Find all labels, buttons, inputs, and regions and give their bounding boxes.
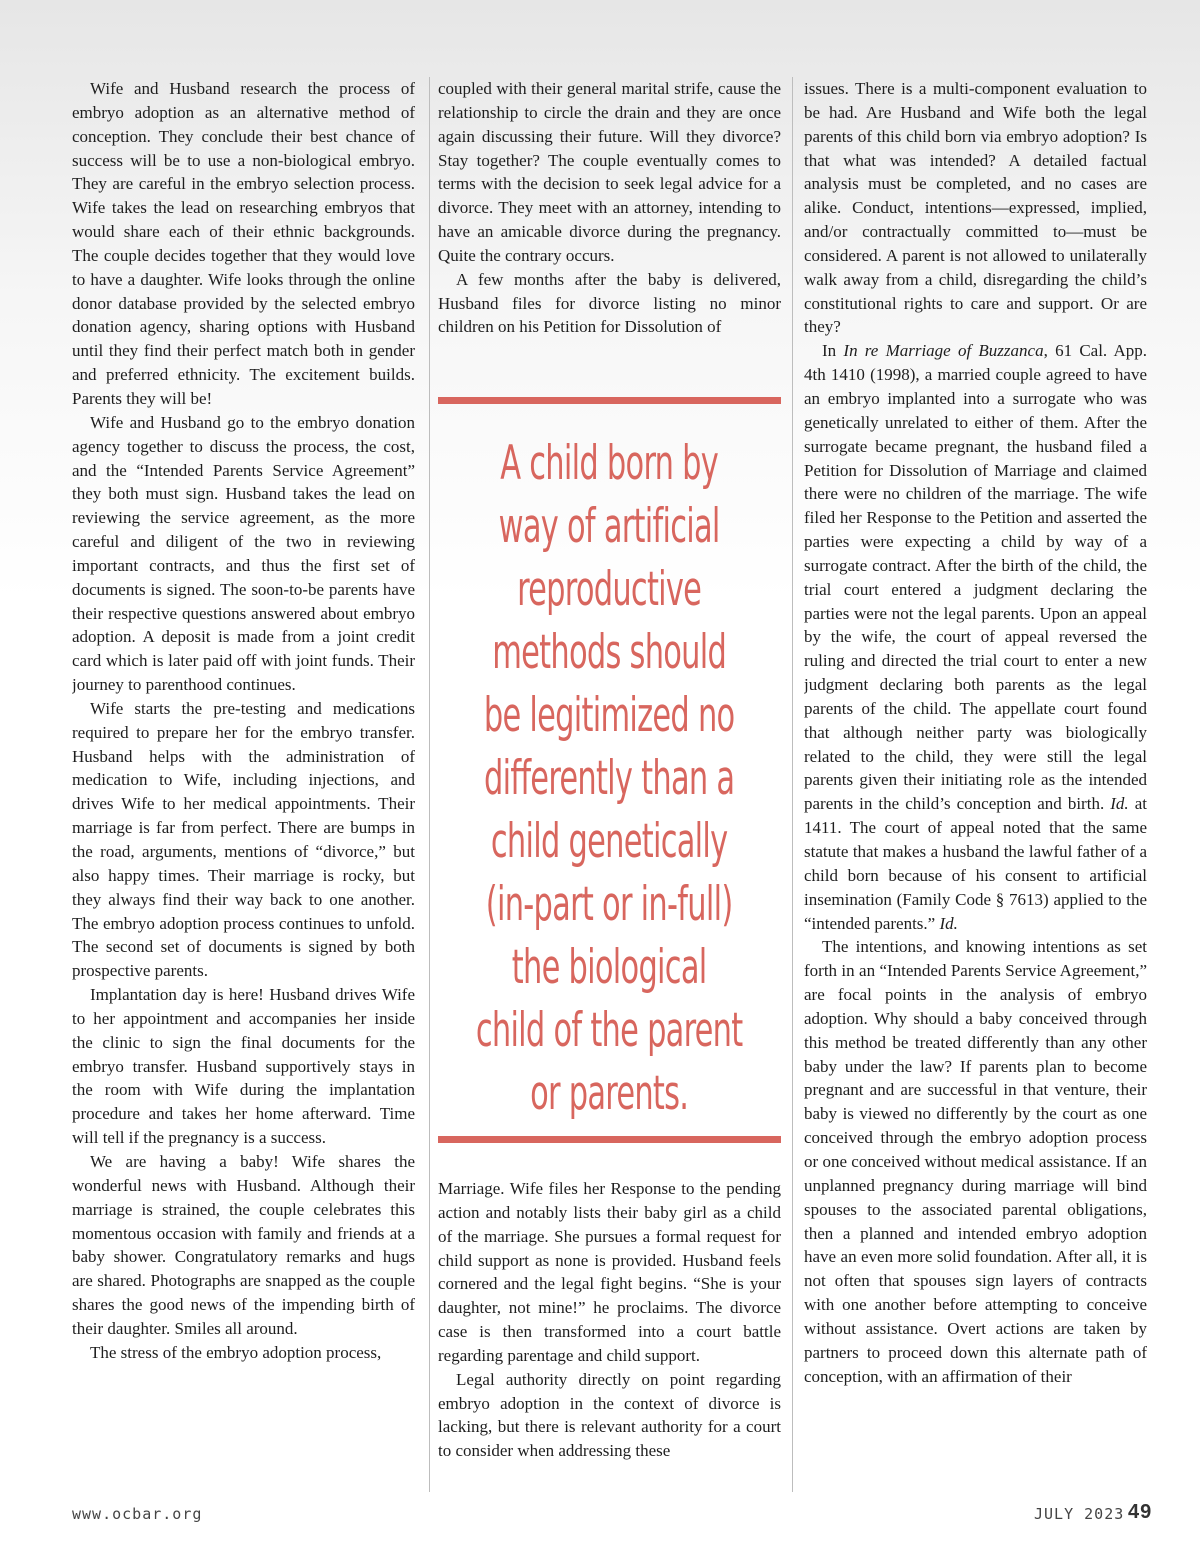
pull-quote-line: child genetically [491, 813, 728, 869]
paragraph: Wife starts the pre-testing and medications required to prepare her for the embryo transfer. Husband helps with the administration of medication to Wife, including injections, and drives Wife to her medical appointments. Their marriage is far from perfect. There are bumps in the road, arguments, mentions of “divorce,” but also happy times. Their marriage is rocky, but they always find their way back to one another. The embryo adoption process continues to unfold. The second set of documents is signed by both prospective parents. [72, 698, 415, 981]
article-column-1 [72, 77, 415, 1485]
paragraph: coupled with their general marital strife, cause the relationship to circle the drain and they are once again discussing their future. Will they divorce? Stay together? The couple eventually comes to terms with the decision to seek legal advice for a divorce. They meet with an attorney, intending to have an amicable divorce during the pregnancy. Quite the contrary occurs. [438, 79, 781, 265]
paragraph: issues. There is a multi-component evaluation to be had. Are Husband and Wife both the legal parents of this child born via embryo adoption? Is that what was intended? A detailed factual analysis must be completed, and no cases are alike. Conduct, intentions—expressed, implied, and/or contractually committed to—must be considered. A parent is not allowed to unilaterally walk away from a child, disregarding the child’s constitutional rights to care and support. Or are they? [804, 79, 1147, 337]
article-column-2-bottom [438, 1177, 781, 1485]
paragraph: Implantation day is here! Husband drives Wife to her appointment and accompanies her inside the clinic to sign the final documents for the embryo transfer. Husband supportively stays in the room with Wife during the implantation procedure and takes her home afterward. Time will tell if the pregnancy is a success. [72, 985, 415, 1148]
paragraph: Legal authority directly on point regarding embryo adoption in the context of divorce is lacking, but there is relevant authority for a court to consider when addressing these [438, 1369, 781, 1461]
case-name: In re Marriage of Buzzanca [843, 341, 1044, 361]
pull-quote-line: differently than a [484, 750, 735, 806]
pull-quote-line: or parents. [530, 1065, 689, 1121]
pull-quote-bottom-rule [438, 1136, 781, 1143]
pull-quote-line: (in-part or in-full) [486, 876, 733, 932]
footer-issue-date: JULY 2023 [1034, 1505, 1125, 1523]
id-citation: Id. [1110, 794, 1129, 814]
article-column-3 [804, 77, 1147, 1485]
paragraph: The stress of the embryo adoption process, [90, 1342, 382, 1362]
paragraph: The intentions, and knowing intentions as set forth in an “Intended Parents Service Agreement,” are focal points in the analysis of embryo adoption. Why should a baby conceived through this method be treated differently than any other baby under the law? If parents plan to become pregnant and are successful in that venture, their baby is viewed no differently by the court as one conceived through the embryo adoption process or one conceived without medical assistance. If an unplanned pregnancy during marriage will bind spouses to the associated parental obligations, then a planned and intended embryo adoption have an even more solid foundation. After all, it is not often that spouses sign layers of contracts with one another before attempting to conceive without assistance. Overt actions are taken by partners to proceed down this alternate path of conception, with an affirmation of their [804, 937, 1147, 1386]
page-number: 49 [1128, 1501, 1153, 1523]
paragraph: A few months after the baby is delivered, Husband files for divorce listing no minor children on his Petition for Dissolution of [438, 269, 781, 337]
case-text-continued: at 1411. The court of appeal noted that the same statute that makes a husband the lawful father of a child born because of his consent to artificial insemination (Family Code § 7613) applied to the “intended parents.” [804, 794, 1147, 933]
paragraph: Marriage. Wife files her Response to the pending action and notably lists their baby girl as a child of the marriage. She pursues a formal request for child support as none is provided. Husband feels cornered and the legal fight begins. “She is your daughter, not mine!” he proclaims. The divorce case is then transformed into a court battle regarding parentage and child support. [438, 1179, 781, 1365]
pull-quote-line: A child born by [500, 435, 719, 491]
pull-quote-line: the biological [512, 939, 707, 995]
pull-quote-line: child of the parent [476, 1002, 743, 1058]
paragraph-case-citation: In In re Marriage of Buzzanca, 61 Cal. App. 4th 1410 (1998), a married couple agreed to have an embryo implanted into a surrogate who was genetically unrelated to either of them. After the surrogate became pregnant, the husband filed a Petition for Dissolution of Marriage and claimed there were no children of the marriage. The wife filed her Response to the Petition and asserted the parties were expecting a child by way of a surrogate contract. After the birth of the child, the trial court entered a judgment declaring the parties were not the legal parents. Upon an appeal by the wife, the court of appeal reversed the ruling and directed the trial court to enter a new judgment declaring both parents as the legal parents of the child. The appellate court found that although neither party was biologically related to the child, they were still the legal parents given their initiating role as the intended parents in the child’s conception and birth. Id. at 1411. The court of appeal noted that the same statute that makes a husband the lawful father of a child born because of his consent to artificial insemination (Family Code § 7613) applied to the “intended parents.” Id. [804, 341, 1147, 933]
footer-website: www.ocbar.org [72, 1505, 203, 1523]
pull-quote [438, 422, 781, 1134]
pull-quote-line: reproductive [517, 561, 702, 617]
pull-quote-line: way of artificial [498, 498, 721, 554]
pull-quote-lines [424, 432, 794, 1125]
pull-quote-line: be legitimized no [484, 687, 735, 743]
case-text: , 61 Cal. App. 4th 1410 (1998), a married couple agreed to have an embryo implanted into a surrogate who was genetically unrelated to either of them. After the surrogate became pregnant, the husband filed a Petition for Dissolution of Marriage and claimed there were no children of the marriage. The wife filed her Response to the Petition and asserted the parties were expecting a child by way of a surrogate contract. After the birth of the child, the trial court entered a judgment declaring the parties were not the legal parents. Upon an appeal by the wife, the court of appeal reversed the ruling and directed the trial court to enter a new judgment declaring both parents as the legal parents of the child. The appellate court found that although neither party was biologically related to the child, they were still the legal parents given their initiating role as the intended parents in the child’s conception and birth. [804, 341, 1147, 814]
paragraph: Wife and Husband go to the embryo donation agency together to discuss the process, the cost, and the “Intended Parents Service Agreement” they both must sign. Husband takes the lead on reviewing the service agreement, as the more careful and diligent of the two in reviewing important contracts, and thus the first set of documents is signed. The soon-to-be parents have their respective questions answered about embryo adoption. A deposit is made from a joint credit card which is later paid off with joint funds. Their journey to parenthood continues. [72, 412, 415, 695]
paragraph: Wife and Husband research the process of embryo adoption as an alternative method of conception. They conclude their best chance of success will be to use a non-biological embryo. They are careful in the embryo selection process. Wife takes the lead on researching embryos that would share each of their ethnic backgrounds. The couple decides together that they would love to have a daughter. Wife looks through the online donor database provided by the selected embryo donation agency, sharing options with Husband until they find their perfect match both in gender and preferred ethnicity. The excitement builds. Parents they will be! [72, 79, 415, 408]
paragraph: We are having a baby! Wife shares the wonderful news with Husband. Although their marriage is strained, the couple celebrates this momentous occasion with family and friends at a baby shower. Congratulatory remarks and hugs are shared. Photographs are snapped as the couple shares the good news of the impending birth of their daughter. Smiles all around. [72, 1151, 415, 1338]
id-citation: Id. [939, 913, 958, 933]
pull-quote-top-rule [438, 397, 781, 404]
pull-quote-line: methods should [492, 624, 727, 680]
article-column-2-top [438, 77, 781, 367]
